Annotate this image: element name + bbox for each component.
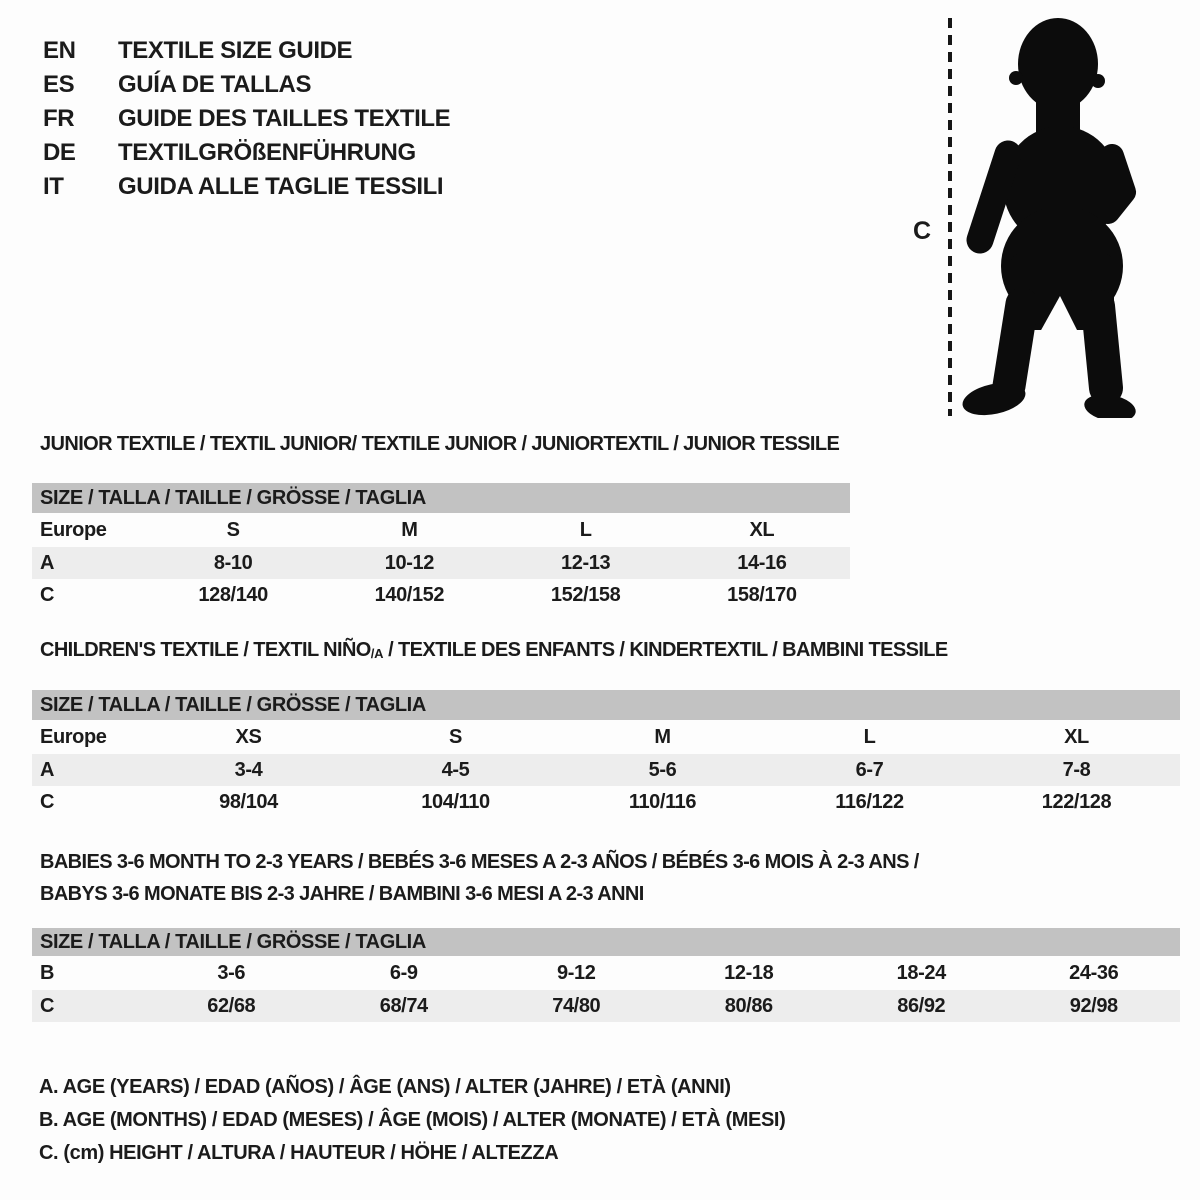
row-label: A bbox=[40, 551, 55, 574]
babies-section-title-line2: BABYS 3-6 MONATE BIS 2-3 JAHRE / BAMBINI 3-6 MESI A 2-3 ANNI bbox=[40, 883, 644, 905]
language-label: GUIDA ALLE TAGLIE TESSILI bbox=[118, 173, 444, 200]
height-cell: 92/98 bbox=[1069, 994, 1118, 1017]
language-label: GUIDE DES TAILLES TEXTILE bbox=[118, 105, 451, 132]
height-cell: 80/86 bbox=[724, 994, 773, 1017]
footnote-height-cm: C. (cm) HEIGHT / ALTURA / HAUTEUR / HÖHE / ALTEZZA bbox=[39, 1142, 559, 1164]
months-cell: 24-36 bbox=[1069, 961, 1119, 984]
language-code: FR bbox=[43, 105, 75, 132]
row-label: Europe bbox=[40, 518, 107, 541]
age-cell: 7-8 bbox=[1062, 758, 1091, 781]
language-label: TEXTILGRÖßENFÜHRUNG bbox=[118, 139, 416, 166]
children-title-post: / TEXTILE DES ENFANTS / KINDERTEXTIL / BAMBINI TESSILE bbox=[383, 639, 948, 661]
junior-size-table bbox=[32, 483, 850, 611]
months-cell: 12-18 bbox=[724, 961, 774, 984]
age-cell: 12-13 bbox=[561, 551, 611, 574]
height-cell: 68/74 bbox=[379, 994, 428, 1017]
junior-section-title: JUNIOR TEXTILE / TEXTIL JUNIOR/ TEXTILE JUNIOR / JUNIORTEXTIL / JUNIOR TESSILE bbox=[40, 433, 840, 455]
size-header-label: SIZE / TALLA / TAILLE / GRÖSSE / TAGLIA bbox=[40, 486, 426, 509]
age-cell: 5-6 bbox=[648, 758, 677, 781]
size-cell: XS bbox=[235, 725, 262, 748]
height-cell: 86/92 bbox=[897, 994, 946, 1017]
age-cell: 6-7 bbox=[855, 758, 884, 781]
language-label: GUÍA DE TALLAS bbox=[118, 71, 312, 98]
table-row-height bbox=[32, 786, 1180, 818]
size-header-label: SIZE / TALLA / TAILLE / GRÖSSE / TAGLIA bbox=[40, 693, 426, 716]
language-row-de bbox=[43, 136, 450, 170]
height-cell: 110/116 bbox=[628, 790, 697, 813]
age-cell: 3-4 bbox=[234, 758, 263, 781]
age-cell: 4-5 bbox=[441, 758, 470, 781]
language-row-it bbox=[43, 170, 450, 204]
months-cell: 9-12 bbox=[557, 961, 596, 984]
size-cell: L bbox=[863, 725, 876, 748]
language-code: IT bbox=[43, 173, 64, 200]
months-cell: 6-9 bbox=[389, 961, 418, 984]
months-cell: 3-6 bbox=[217, 961, 246, 984]
age-cell: 8-10 bbox=[213, 551, 253, 574]
height-cell: 104/110 bbox=[421, 790, 490, 813]
table-row-height bbox=[32, 579, 850, 611]
height-cell: 116/122 bbox=[835, 790, 904, 813]
language-header bbox=[43, 34, 450, 204]
language-row-en bbox=[43, 34, 450, 68]
children-table-header-bar bbox=[32, 690, 1180, 720]
table-row-europe bbox=[32, 720, 1180, 754]
size-cell: L bbox=[579, 518, 592, 541]
months-cell: 18-24 bbox=[896, 961, 946, 984]
children-title-subscript: /A bbox=[370, 646, 384, 661]
language-row-fr bbox=[43, 102, 450, 136]
row-label: B bbox=[40, 961, 55, 984]
row-label: Europe bbox=[40, 725, 107, 748]
height-cell: 158/170 bbox=[727, 583, 797, 606]
height-cell: 140/152 bbox=[374, 583, 445, 606]
size-cell: XL bbox=[1064, 725, 1089, 748]
size-cell: M bbox=[654, 725, 671, 748]
toddler-silhouette-image bbox=[962, 14, 1146, 418]
height-cell: 152/158 bbox=[550, 583, 621, 606]
children-size-table bbox=[32, 690, 1180, 818]
children-section-title bbox=[40, 639, 948, 662]
size-header-label: SIZE / TALLA / TAILLE / GRÖSSE / TAGLIA bbox=[40, 930, 426, 953]
table-row-europe bbox=[32, 513, 850, 547]
height-cell: 128/140 bbox=[198, 583, 268, 606]
table-row-age bbox=[32, 547, 850, 579]
height-measure-dashed-line bbox=[948, 18, 952, 416]
size-cell: XL bbox=[749, 518, 775, 541]
footnote-age-years: A. AGE (YEARS) / EDAD (AÑOS) / ÂGE (ANS) / ALTER (JAHRE) / ETÀ (ANNI) bbox=[39, 1076, 731, 1098]
junior-table-header-bar bbox=[32, 483, 850, 513]
children-title-pre: CHILDREN'S TEXTILE / TEXTIL NIÑO bbox=[40, 639, 371, 661]
footnote-age-months: B. AGE (MONTHS) / EDAD (MESES) / ÂGE (MOIS) / ALTER (MONATE) / ETÀ (MESI) bbox=[39, 1109, 786, 1131]
legend-footnotes bbox=[39, 1071, 785, 1170]
babies-size-table bbox=[32, 928, 1180, 1022]
row-label: A bbox=[40, 758, 55, 781]
table-row-age bbox=[32, 754, 1180, 786]
height-cell: 74/80 bbox=[552, 994, 601, 1017]
size-cell: M bbox=[401, 518, 418, 541]
row-label: C bbox=[40, 583, 55, 606]
age-cell: 14-16 bbox=[737, 551, 787, 574]
height-cell: 62/68 bbox=[207, 994, 256, 1017]
table-row-months bbox=[32, 956, 1180, 990]
height-measure-label: C bbox=[913, 217, 932, 245]
height-cell: 122/128 bbox=[1041, 790, 1112, 813]
height-cell: 98/104 bbox=[219, 790, 278, 813]
size-cell: S bbox=[226, 518, 240, 541]
row-label: C bbox=[40, 790, 55, 813]
language-label: TEXTILE SIZE GUIDE bbox=[118, 37, 353, 64]
table-row-height bbox=[32, 990, 1180, 1022]
row-label: C bbox=[40, 994, 55, 1017]
babies-table-header-bar bbox=[32, 928, 1180, 956]
babies-section-title-line1: BABIES 3-6 MONTH TO 2-3 YEARS / BEBÉS 3-6 MESES A 2-3 AÑOS / BÉBÉS 3-6 MOIS À 2-3 ANS / bbox=[40, 851, 919, 873]
age-cell: 10-12 bbox=[384, 551, 434, 574]
size-cell: S bbox=[449, 725, 462, 748]
language-code: ES bbox=[43, 71, 75, 98]
language-code: EN bbox=[43, 37, 76, 64]
language-code: DE bbox=[43, 139, 76, 166]
language-row-es bbox=[43, 68, 450, 102]
